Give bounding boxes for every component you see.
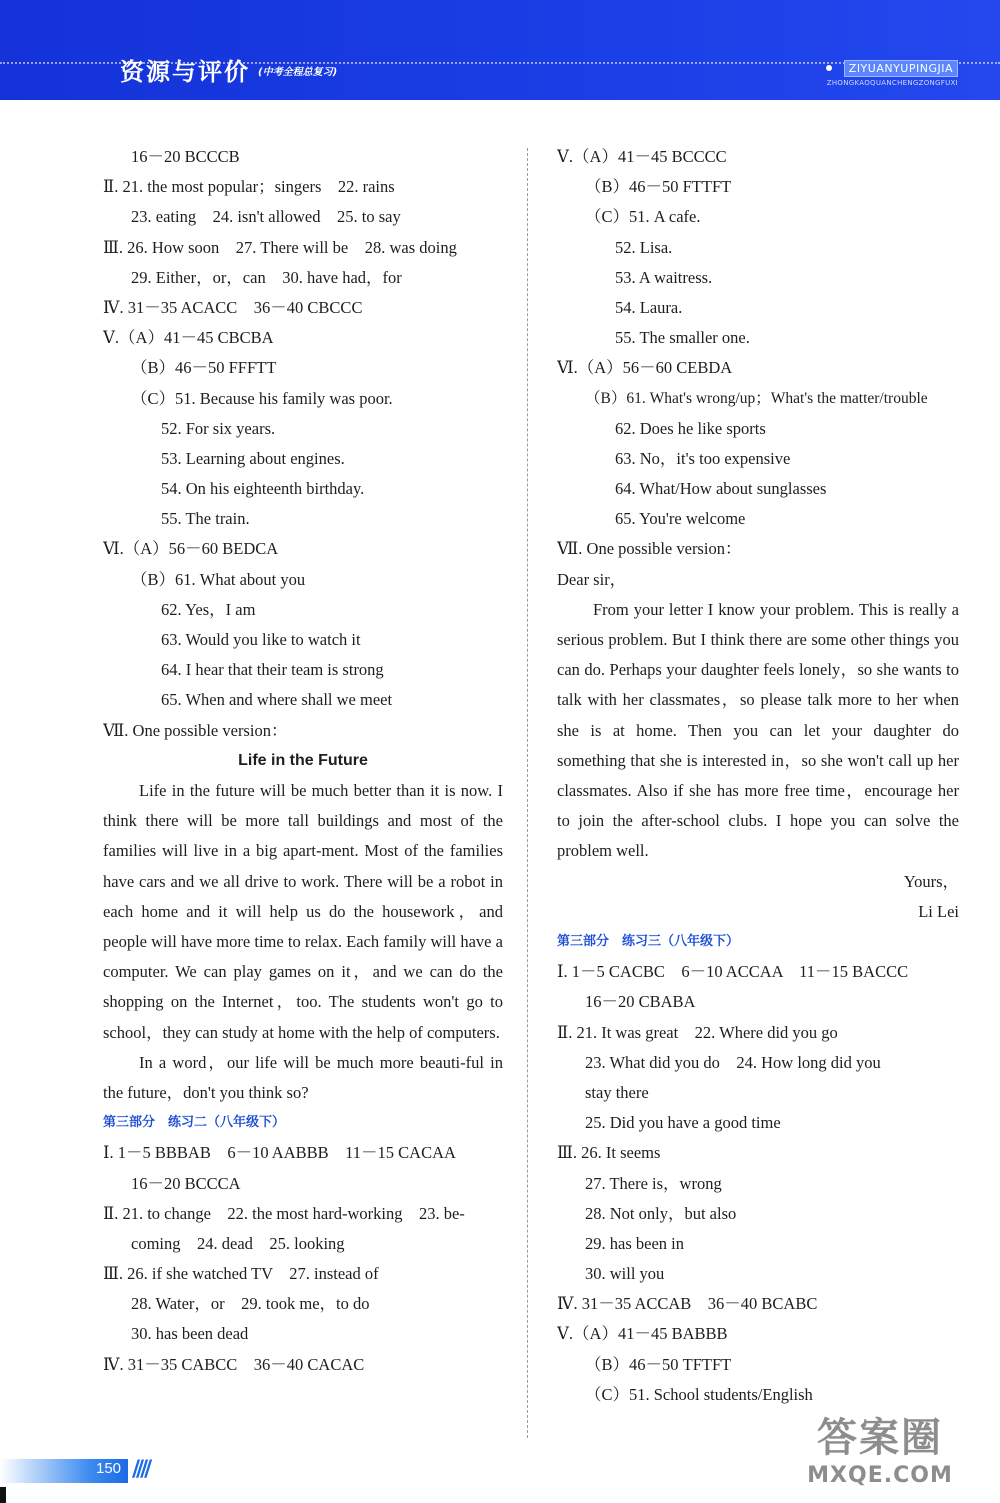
essay-title: Life in the Future	[238, 751, 368, 769]
answer-line: Ⅶ. One possible version：	[557, 539, 742, 559]
answer-line: 54. Laura.	[615, 297, 683, 317]
answer-line: Ⅳ. 31－35 CABCC 36－40 CACAC	[103, 1354, 365, 1374]
answer-line: 23. eating 24. isn't allowed 25. to say	[131, 207, 401, 227]
answer-line: Ⅴ.（A）41－45 BCCCC	[557, 147, 727, 166]
essay-paragraph: In a word，our life will be much more beauti-ful in the future，don't you think so?	[103, 1052, 503, 1102]
answer-line: Ⅰ. 1－5 CACBC 6－10 ACCAA 11－15 BACCC	[557, 962, 909, 982]
page-header	[0, 0, 1000, 100]
answer-line: Ⅳ. 31－35 ACCAB 36－40 BCABC	[557, 1294, 818, 1314]
answer-line: 53. A waitress.	[615, 267, 713, 287]
watermark	[780, 1413, 980, 1495]
answer-line: Ⅱ. 21. the most popular；singers 22. rains	[103, 177, 395, 197]
answer-line: Ⅱ. 21. to change 22. the most hard-working 23. be-	[103, 1203, 465, 1223]
answer-line: 63. No，it's too expensive	[615, 448, 791, 468]
answer-line: 28. Not only，but also	[585, 1203, 737, 1223]
answer-line: 28. Water，or 29. took me，to do	[131, 1294, 370, 1314]
answer-line: Ⅵ.（A）56－60 CEBDA	[557, 358, 733, 378]
answer-line: 16－20 BCCCA	[131, 1173, 241, 1193]
answer-line: 23. What did you do 24. How long did you	[585, 1052, 881, 1072]
answer-line: 65. When and where shall we meet	[161, 690, 393, 710]
letter-signature: Li Lei	[918, 901, 959, 921]
answer-line: 52. Lisa.	[615, 237, 673, 257]
answer-line: 25. Did you have a good time	[585, 1113, 781, 1133]
answer-line: （B）61. What about you	[131, 569, 306, 589]
answer-line: Ⅱ. 21. It was great 22. Where did you go	[557, 1022, 838, 1042]
answer-line: 55. The smaller one.	[615, 328, 750, 348]
answer-line: 53. Learning about engines.	[161, 448, 345, 468]
section-heading: 第三部分 练习二（八年级下）	[103, 1115, 286, 1131]
answer-line: 16－20 CBABA	[585, 992, 696, 1012]
answer-line: coming 24. dead 25. looking	[131, 1233, 345, 1253]
answer-line: Ⅵ.（A）56－60 BEDCA	[103, 539, 279, 559]
answer-line: Ⅳ. 31－35 ACACC 36－40 CBCCC	[103, 297, 363, 317]
answer-line: Ⅲ. 26. if she watched TV 27. instead of	[103, 1264, 379, 1284]
answer-line: （B）61. What's wrong/up；What's the matter/trouble	[585, 389, 928, 407]
answer-line: Ⅶ. One possible version：	[103, 720, 288, 740]
answer-line: Ⅲ. 26. It seems	[557, 1143, 661, 1163]
essay-paragraph: Life in the future will be much better than it is now. I think there will be more tall buildings and most of the families will live in a big apart-ment. Most of the families have cars and we all drive to work. There will be a robot in each home and it will help us do the housework，and people will have more time to relax. Each family will have a computer. We can play games on it，and we can do the shopping on the Internet，too. The students won't go to school，they can study at home with the help of computers.	[103, 780, 503, 1042]
book-title: 资源与评价	[120, 58, 250, 86]
pinyin-subtitle: ZHONGKAOQUANCHENGZONGFUXI	[826, 79, 958, 87]
answer-line: （B）46－50 TFTFT	[585, 1354, 732, 1374]
watermark-logo: 答案圈	[817, 1415, 943, 1461]
answer-line: 29. Either，or，can 30. have had，for	[131, 267, 402, 287]
answer-line: stay there	[585, 1082, 649, 1102]
column-divider	[527, 148, 528, 1438]
answer-line: 63. Would you like to watch it	[161, 630, 361, 649]
answer-line: 64. What/How about sunglasses	[615, 479, 827, 499]
answer-line: 54. On his eighteenth birthday.	[161, 479, 365, 499]
answer-line: 29. has been in	[585, 1233, 684, 1253]
book-subtitle: (中考全程总复习)	[258, 67, 338, 78]
answer-line: 65. You're welcome	[615, 509, 746, 529]
right-column	[557, 142, 959, 1410]
section-heading: 第三部分 练习三（八年级下）	[557, 934, 740, 950]
page-number: 150	[96, 1460, 122, 1477]
answer-line: （C）51. Because his family was poor.	[131, 388, 393, 408]
answer-line: 30. will you	[585, 1264, 665, 1284]
answer-line: 64. I hear that their team is strong	[161, 660, 384, 680]
bullet-dot-icon	[826, 65, 832, 71]
answer-line: （B）46－50 FTTFT	[585, 177, 732, 197]
slash-decoration-icon: ////	[132, 1457, 149, 1482]
answer-line: Ⅰ. 1－5 BBBAB 6－10 AABBB 11－15 CACAA	[103, 1143, 456, 1163]
answer-line: 62. Yes，I am	[161, 599, 256, 619]
answer-line: 52. For six years.	[161, 418, 276, 438]
watermark-url: MXQE.COM	[807, 1463, 953, 1488]
answer-line: （C）51. A cafe.	[585, 207, 701, 227]
answer-line: 30. has been dead	[131, 1324, 249, 1344]
answer-line: 16－20 BCCCB	[131, 147, 240, 166]
answer-line: 55. The train.	[161, 509, 250, 529]
left-column	[103, 142, 503, 1380]
answer-line: Ⅲ. 26. How soon 27. There will be 28. was doing	[103, 237, 457, 257]
pinyin-title: ZIYUANYUPINGJIA	[844, 60, 958, 77]
letter-closing: Yours，	[903, 871, 959, 891]
answer-line: Ⅴ.（A）41－45 CBCBA	[103, 328, 274, 348]
answer-line: （C）51. School students/English	[585, 1384, 813, 1404]
letter-paragraph: From your letter I know your problem. This is really a serious problem. But I think there are some other things you can do. Perhaps your daughter feels lonely，so she wants to talk with her classmates，so please talk more to her when she is at home. Then you can let your daughter do something that she is interested in，so she won't call up her classmates. Also if she has more free time，encourage her to join the after-school clubs. I hope you can solve the problem well.	[557, 599, 959, 861]
page-edge-mark	[0, 1487, 6, 1503]
answer-line: 62. Does he like sports	[615, 418, 766, 438]
answer-line: Ⅴ.（A）41－45 BABBB	[557, 1324, 728, 1344]
answer-line: （B）46－50 FFFTT	[131, 358, 277, 378]
answer-line: 27. There is，wrong	[585, 1173, 722, 1193]
letter-salutation: Dear sir，	[557, 569, 627, 589]
